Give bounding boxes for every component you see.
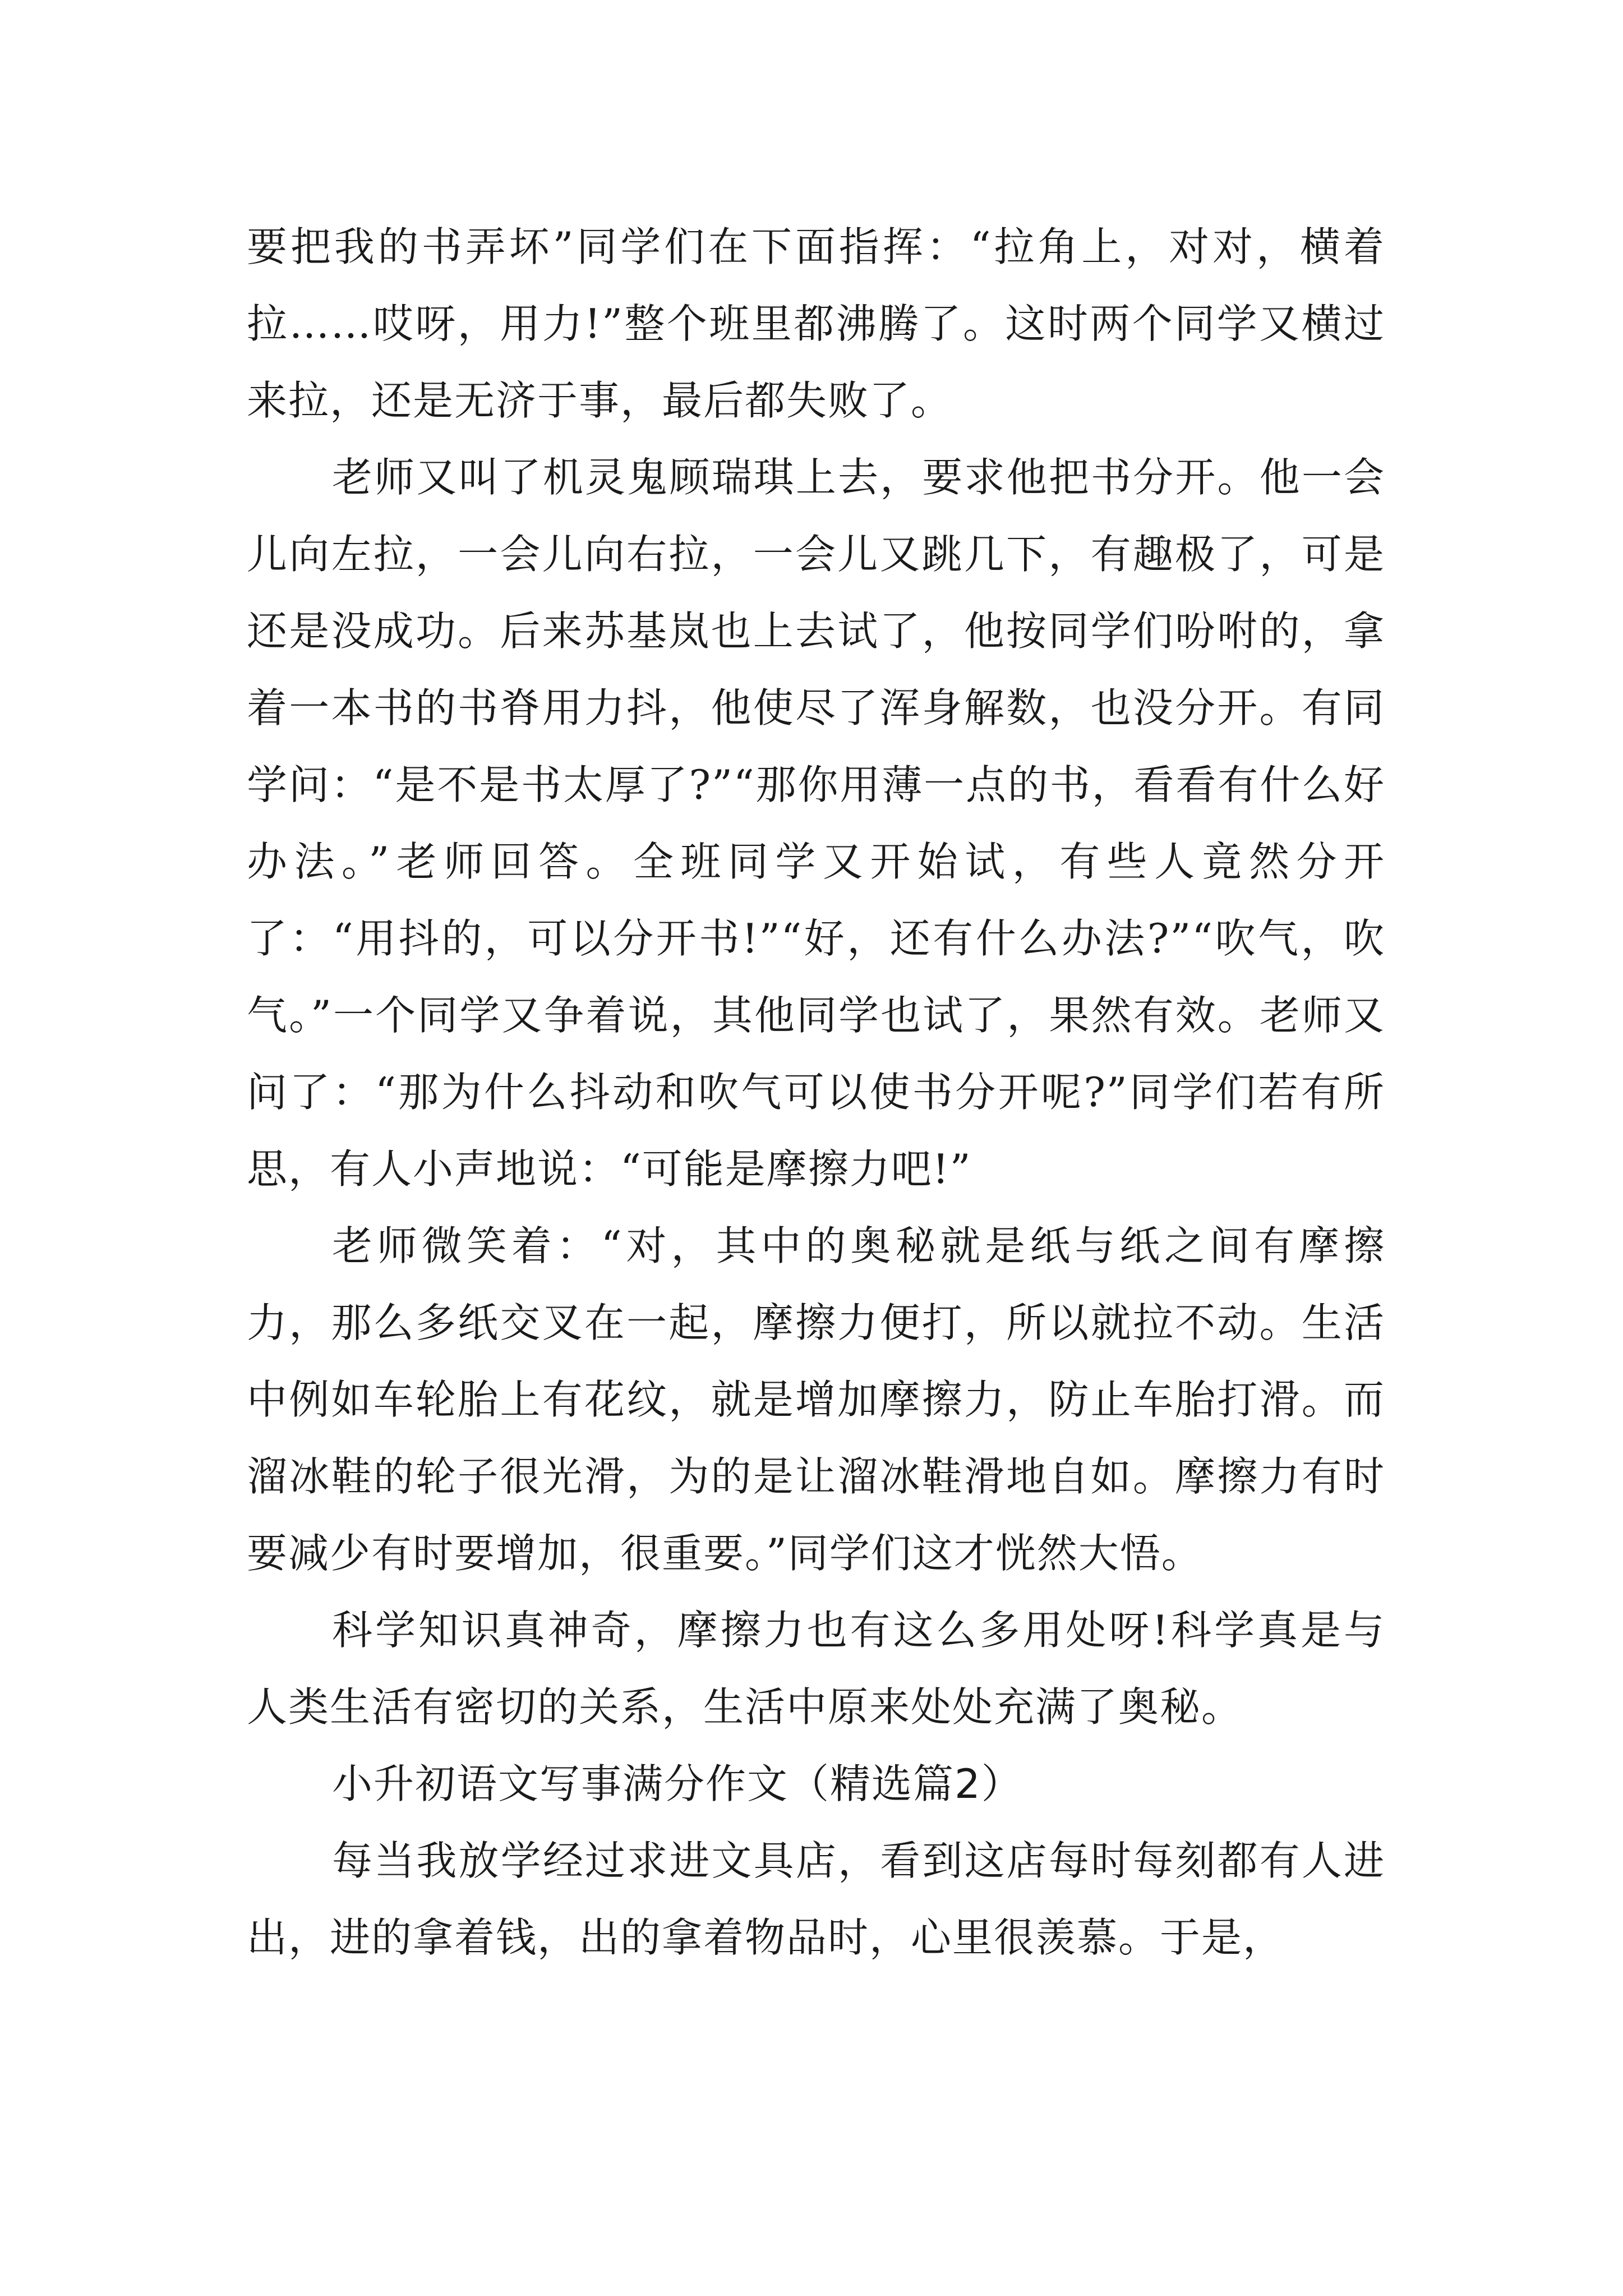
paragraph-teacher-request: 老师又叫了机灵鬼顾瑞琪上去，要求他把书分开。他一会儿向左拉，一会儿向右拉，一会儿又跳几下，有趣极了，可是还是没成功。后来苏基岚也上去试了，他按同学们吩咐的，拿着一本书的书脊用力抖，他使尽了浑身解数，也没分开。有同学问：“是不是书太厚了?”“那你用薄一点的书，看看有什么好办法。”老师回答。全班同学又开始试，有些人竟然分开了：“用抖的，可以分开书!”“好，还有什么办法?”“吹气，吹气。”一个同学又争着说，其他同学也试了，果然有效。老师又问了：“那为什么抖动和吹气可以使书分开呢?”同学们若有所思，有人小声地说：“可能是摩擦力吧!”	[247, 454, 1385, 1193]
section-heading: 小升初语文写事满分作文（精选篇2）	[332, 1760, 1023, 1807]
paragraph-continuation: 要把我的书弄坏”同学们在下面指挥：“拉角上，对对，横着拉……哎呀，用力!”整个班里都沸腾了。这时两个同学又横过来拉，还是无济于事，最后都失败了。	[247, 223, 1385, 424]
paragraph-conclusion: 科学知识真神奇，摩擦力也有这么多用处呀!科学真是与人类生活有密切的关系，生活中原来处处充满了奥秘。	[247, 1607, 1385, 1731]
paragraph-teacher-explains: 老师微笑着：“对，其中的奥秘就是纸与纸之间有摩擦力，那么多纸交叉在一起，摩擦力便打，所以就拉不动。生活中例如车轮胎上有花纹，就是增加摩擦力，防止车胎打滑。而溜冰鞋的轮子很光滑，为的是让溜冰鞋滑地自如。摩擦力有时要减少有时要增加，很重要。”同学们这才恍然大悟。	[247, 1222, 1385, 1577]
paragraph-essay-2-opening: 每当我放学经过求进文具店，看到这店每时每刻都有人进出，进的拿着钱，出的拿着物品时，心里很羡慕。于是，	[247, 1837, 1385, 1961]
article-body	[247, 209, 1385, 1976]
